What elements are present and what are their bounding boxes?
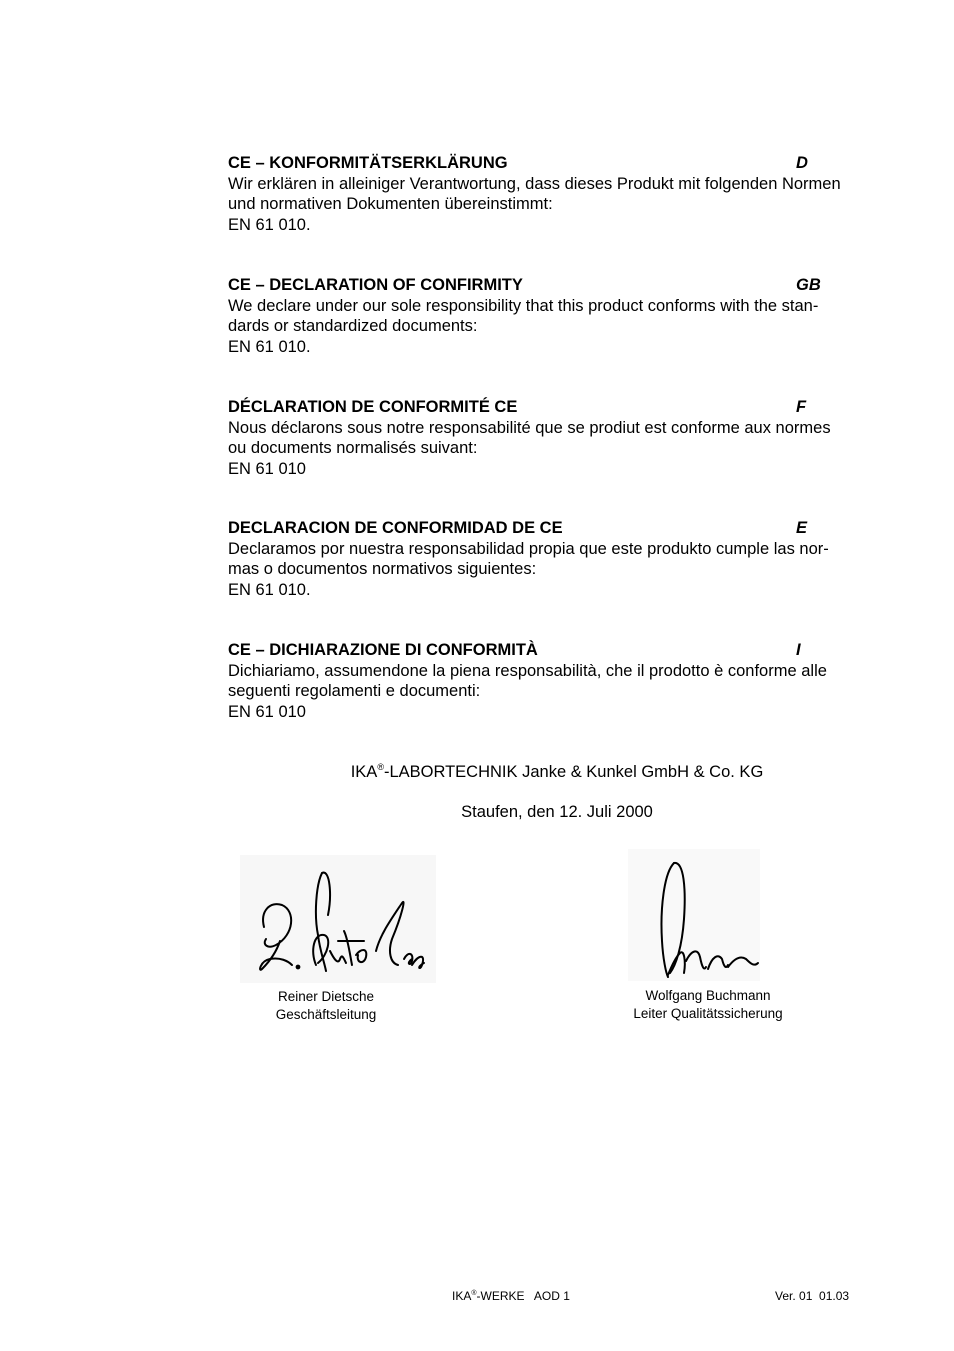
section-title: DECLARACION DE CONFORMIDAD DE CE	[228, 519, 563, 537]
language-code: F	[796, 398, 807, 416]
declaration-section-d	[228, 153, 888, 235]
place-date: Staufen, den 12. Juli 2000	[461, 803, 653, 821]
signatory-role: Leiter Qualitätssicherung	[633, 1005, 783, 1021]
section-title: CE – DICHIARAZIONE DI CONFORMITÀ	[228, 641, 538, 659]
declaration-section-f	[228, 397, 888, 479]
section-text-line: und normativen Dokumenten übereinstimmt:	[228, 195, 553, 213]
registered-mark: ®	[471, 1290, 477, 1297]
section-text-line: Nous déclarons sous notre responsabilité que se prodiut est conforme aux normes	[228, 418, 831, 437]
section-text-line: Declaramos por nuestra responsabilidad propia que este produkto cumple las nor-	[228, 539, 829, 558]
registered-mark: ®	[377, 762, 384, 772]
signatory-role: Geschäftsleitung	[275, 1006, 377, 1022]
section-text-line: Dichiariamo, assumendone la piena responsabilità, che il prodotto è conforme alle	[228, 661, 827, 680]
declaration-section-e	[228, 518, 888, 600]
company-name: IKA®-LABORTECHNIK Janke & Kunkel GmbH & Co. KG	[350, 762, 764, 781]
language-code: GB	[796, 276, 821, 294]
footer-version: Ver. 01 01.03	[775, 1289, 850, 1303]
section-text-line: seguenti regolamenti e documenti:	[228, 682, 481, 700]
declaration-section-gb	[228, 275, 888, 357]
section-text-line: EN 61 010	[228, 459, 306, 478]
section-text-line: EN 61 010.	[228, 215, 311, 234]
signatory-name: Wolfgang Buchmann	[645, 988, 771, 1003]
section-text-line: EN 61 010.	[228, 337, 311, 356]
footer-doc-code: IKA®-WERKE AOD 1	[452, 1289, 570, 1303]
section-text-line: EN 61 010.	[228, 580, 311, 599]
language-code: D	[796, 154, 808, 172]
signature-wolfgang-buchmann	[628, 849, 760, 981]
section-text-line: We declare under our sole responsibility that this product conforms with the stan-	[228, 296, 819, 315]
signature-reiner-dietsche	[240, 855, 436, 983]
signatory-1	[236, 988, 416, 1023]
section-title: CE – KONFORMITÄTSERKLÄRUNG	[228, 154, 508, 172]
section-text-line: EN 61 010	[228, 702, 306, 721]
signatory-2	[608, 987, 808, 1022]
section-title: DÉCLARATION DE CONFORMITÉ CE	[228, 398, 518, 416]
declaration-section-i	[228, 640, 888, 722]
language-code: E	[796, 519, 808, 537]
section-title: CE – DECLARATION OF CONFIRMITY	[228, 276, 523, 294]
signatory-name: Reiner Dietsche	[277, 989, 375, 1004]
language-code: I	[796, 641, 801, 659]
section-text-line: Wir erklären in alleiniger Verantwortung, dass dieses Produkt mit folgenden Normen	[228, 174, 841, 193]
section-text-line: dards or standardized documents:	[228, 317, 478, 335]
section-text-line: ou documents normalisés suivant:	[228, 439, 478, 457]
section-text-line: mas o documentos normativos siguientes:	[228, 560, 537, 578]
